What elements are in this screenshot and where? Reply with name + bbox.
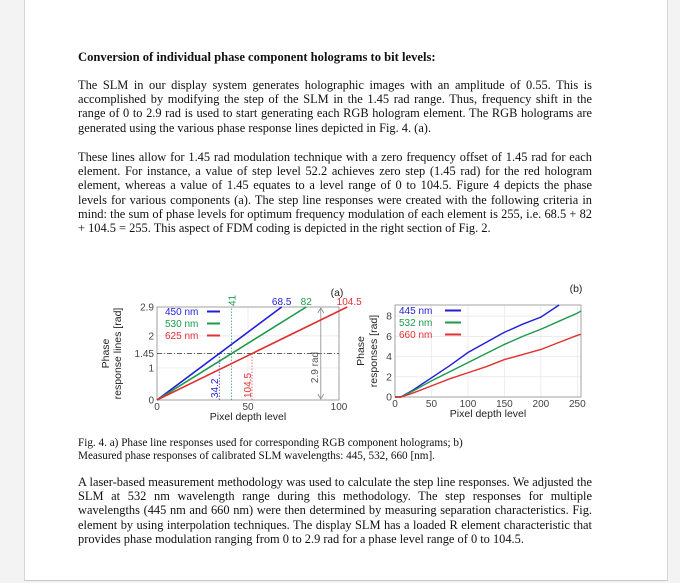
x-tick-label: 0: [154, 402, 160, 413]
y-tick-label: 1.45: [134, 349, 154, 360]
figure-caption: [78, 437, 592, 463]
panel-label: (a): [330, 287, 344, 299]
y-tick-label: 6: [386, 330, 392, 343]
x-tick-label: 50: [242, 402, 254, 413]
paragraph-3: A laser-based measurement methodology was used to calculate the step line responses. We adjusted the SLM at 532 nm wavelength range during this methodology. The step responses for multiple wavelengths (445 nm and 660 nm) were then determined by measuring separation characteristics. Fig. element by using interpolation techniques. The display SLM has a loaded R element characteristic that provides phase modulation ranging from 0 to 2.9 rad for a phase level range of 0 to 104.5.: [78, 475, 592, 546]
legend-label: 450 nm: [165, 307, 199, 318]
marker-label: 41: [227, 294, 239, 306]
y-axis-title: Phase: [355, 336, 367, 366]
x-tick-label: 100: [459, 399, 477, 410]
y-tick-label: 0: [386, 391, 392, 404]
legend-label: 625 nm: [165, 331, 199, 342]
paragraph-2: These lines allow for 1.45 rad modulation technique with a zero frequency offset of 1.45 rad for each element. For instance, a value of step level 52.2 achieves zero step (1.45 rad) for the red hologram element, whereas a value of 1.45 equates to a level range of 0 to 104.5. Figure 4 depicts the phase levels for various components (a). The step line responses were created with the following criteria in mind: the sum of phase levels for optimum frequency modulation of each element is 255, i.e. 68.5 + 82 + 104.5 = 255. This aspect of FDM coding is depicted in the right section of Fig. 2.: [78, 150, 592, 236]
arrow-label: 2.9 rad: [309, 351, 321, 384]
y-tick-label: 4: [386, 351, 392, 364]
series-end-label: 82: [300, 297, 312, 308]
section-heading: Conversion of individual phase component holograms to bit levels:: [78, 50, 436, 64]
caption-line-1: Fig. 4. a) Phase line responses used for corresponding RGB component holograms; b): [78, 437, 463, 449]
y-tick-label: 2.9: [140, 302, 154, 314]
chart-a: [100, 287, 362, 423]
legend-label: 532 nm: [399, 318, 433, 329]
marker-label: 34.2: [210, 378, 222, 398]
y-axis-title: Phase: [100, 338, 112, 369]
x-tick-label: 100: [330, 402, 348, 413]
legend-label: 530 nm: [165, 319, 199, 330]
y-tick-label: 2: [148, 331, 154, 343]
y-tick-label: 1: [148, 363, 154, 375]
y-tick-label: 8: [386, 310, 392, 323]
legend-label: 660 nm: [399, 330, 433, 341]
series-line-660nm: [395, 334, 581, 397]
y-tick-label: 2: [386, 371, 392, 384]
chart-b: [355, 283, 586, 420]
legend-label: 445 nm: [399, 306, 433, 317]
caption-line-2: Measured phase responses of calibrated SLM wavelengths: 445, 532, 660 [nm].: [78, 450, 435, 462]
series-end-label: 104.5: [336, 297, 362, 308]
x-axis-title: Pixel depth level: [209, 411, 287, 423]
y-axis-title: responses [rad]: [368, 314, 380, 388]
x-tick-label: 50: [425, 399, 438, 410]
x-axis-title: Pixel depth level: [449, 408, 527, 420]
y-axis-title: response lines [rad]: [112, 307, 124, 400]
panel-label: (b): [569, 283, 583, 295]
x-tick-label: 250: [569, 399, 586, 410]
x-tick-label: 200: [532, 399, 550, 410]
y-tick-label: 0: [148, 395, 154, 407]
marker-label: 104.5: [243, 372, 255, 398]
series-end-label: 68.5: [271, 297, 292, 308]
x-tick-label: 150: [496, 399, 513, 410]
x-tick-label: 0: [392, 399, 398, 410]
paragraph-1: The SLM in our display system generates holographic images with an amplitude of 0.55. This is accomplished by modifying the step of the SLM in the 1.45 rad range. Thus, frequency shift in the range of 0 to 2.9 rad is used to start generating each RGB hologram element. The RGB holograms are generated using the various phase response lines depicted in Fig. 4. (a).: [78, 78, 592, 135]
